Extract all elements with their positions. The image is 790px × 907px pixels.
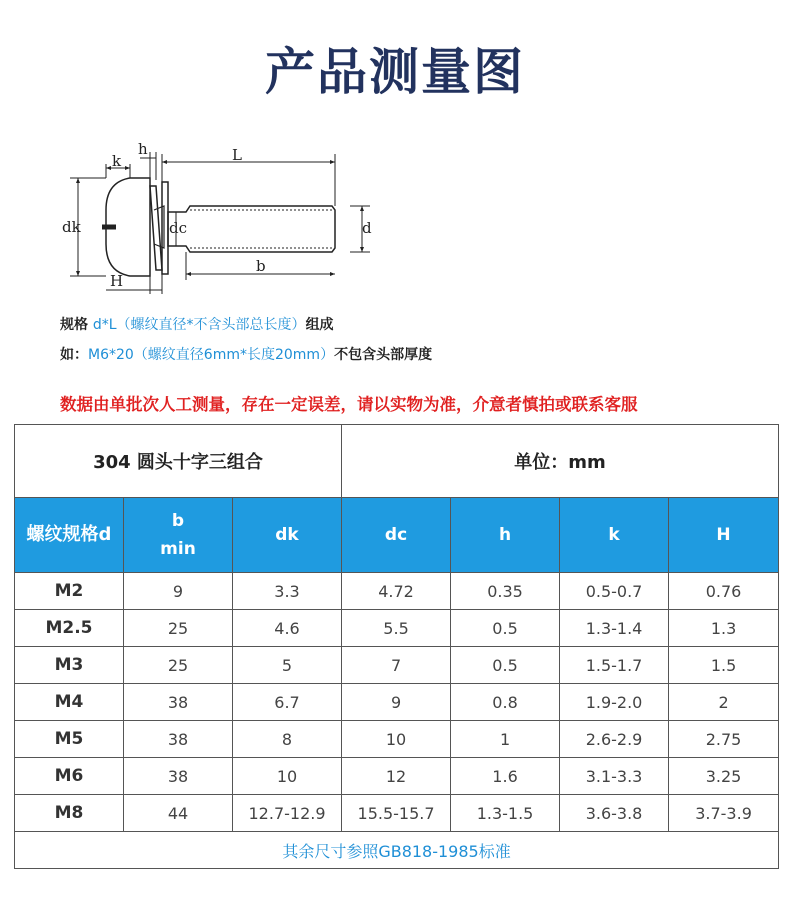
unit-cell: 单位：mm xyxy=(342,425,779,498)
table-cell: 8 xyxy=(233,721,342,758)
thread-size-cell: M6 xyxy=(15,758,124,795)
column-header: 螺纹规格d xyxy=(15,498,124,573)
product-name-cell: 304 圆头十字三组合 xyxy=(15,425,342,498)
table-header-row xyxy=(15,498,779,573)
spec-table xyxy=(14,424,779,869)
table-cell: 25 xyxy=(124,610,233,647)
table-footer-row xyxy=(15,832,779,869)
column-header: dk xyxy=(233,498,342,573)
column-header: k xyxy=(560,498,669,573)
table-cell: 4.6 xyxy=(233,610,342,647)
dim-label-k: k xyxy=(112,152,122,170)
table-cell: 12.7-12.9 xyxy=(233,795,342,832)
screw-measurement-diagram xyxy=(50,140,390,300)
table-cell: 9 xyxy=(342,684,451,721)
table-cell: 38 xyxy=(124,758,233,795)
column-header: H xyxy=(669,498,779,573)
table-cell: 0.5-0.7 xyxy=(560,573,669,610)
spec-example-highlight: M6*20（螺纹直径6mm*长度20mm） xyxy=(88,347,335,363)
table-cell: 3.6-3.8 xyxy=(560,795,669,832)
table-cell: 1.3-1.4 xyxy=(560,610,669,647)
table-cell: 10 xyxy=(342,721,451,758)
page-title: 产品测量图 xyxy=(265,43,525,101)
table-cell: 3.25 xyxy=(669,758,779,795)
table-row xyxy=(15,795,779,832)
dim-label-dc: dc xyxy=(169,219,188,237)
table-cell: 4.72 xyxy=(342,573,451,610)
table-cell: 1.5 xyxy=(669,647,779,684)
table-cell: 1.3 xyxy=(669,610,779,647)
thread-size-cell: M4 xyxy=(15,684,124,721)
table-cell: 0.5 xyxy=(451,610,560,647)
table-cell: 2.6-2.9 xyxy=(560,721,669,758)
table-cell: 0.5 xyxy=(451,647,560,684)
table-cell: 1.5-1.7 xyxy=(560,647,669,684)
table-cell: 44 xyxy=(124,795,233,832)
table-cell: 1.6 xyxy=(451,758,560,795)
table-cell: 3.3 xyxy=(233,573,342,610)
table-cell: 10 xyxy=(233,758,342,795)
spec-example-suffix: 不包含头部厚度 xyxy=(334,347,433,363)
table-cell: 38 xyxy=(124,684,233,721)
thread-size-cell: M5 xyxy=(15,721,124,758)
table-cell: 12 xyxy=(342,758,451,795)
table-cell: 38 xyxy=(124,721,233,758)
table-row xyxy=(15,610,779,647)
table-cell: 25 xyxy=(124,647,233,684)
column-header: dc xyxy=(342,498,451,573)
table-row xyxy=(15,758,779,795)
table-cell: 5 xyxy=(233,647,342,684)
table-cell: 5.5 xyxy=(342,610,451,647)
table-cell: 3.1-3.3 xyxy=(560,758,669,795)
thread-size-cell: M3 xyxy=(15,647,124,684)
table-cell: 3.7-3.9 xyxy=(669,795,779,832)
table-cell: 0.35 xyxy=(451,573,560,610)
table-cell: 7 xyxy=(342,647,451,684)
table-row xyxy=(15,647,779,684)
table-title-row xyxy=(15,425,779,498)
column-header: h xyxy=(451,498,560,573)
thread-size-cell: M2 xyxy=(15,573,124,610)
dim-label-L: L xyxy=(232,146,242,164)
spec-format-highlight: d*L（螺纹直径*不含头部总长度） xyxy=(92,317,306,333)
spec-format-line xyxy=(60,314,334,334)
thread-size-cell: M2.5 xyxy=(15,610,124,647)
dim-label-b: b xyxy=(256,257,266,275)
table-cell: 6.7 xyxy=(233,684,342,721)
thread-size-cell: M8 xyxy=(15,795,124,832)
measurement-warning: 数据由单批次人工测量，存在一定误差，请以实物为准，介意者慎拍或联系客服 xyxy=(60,395,638,414)
table-body xyxy=(15,573,779,832)
dim-label-h: h xyxy=(138,140,148,158)
table-cell: 2.75 xyxy=(669,721,779,758)
column-header: b min xyxy=(124,498,233,573)
table-row xyxy=(15,721,779,758)
spec-format-prefix: 规格 xyxy=(60,317,93,333)
table-cell: 1 xyxy=(451,721,560,758)
table-cell: 9 xyxy=(124,573,233,610)
table-cell: 0.8 xyxy=(451,684,560,721)
spec-example-prefix: 如： xyxy=(60,347,88,363)
dim-label-dk: dk xyxy=(62,218,81,236)
dim-label-H: H xyxy=(110,272,124,290)
table-cell: 1.9-2.0 xyxy=(560,684,669,721)
table-cell: 2 xyxy=(669,684,779,721)
standard-note: 其余尺寸参照GB818-1985标准 xyxy=(15,832,779,869)
spec-format-suffix: 组成 xyxy=(305,317,334,333)
table-row xyxy=(15,684,779,721)
table-cell: 0.76 xyxy=(669,573,779,610)
table-row xyxy=(15,573,779,610)
spec-example-line xyxy=(60,344,432,364)
table-cell: 1.3-1.5 xyxy=(451,795,560,832)
table-cell: 15.5-15.7 xyxy=(342,795,451,832)
dim-label-d: d xyxy=(362,219,372,237)
